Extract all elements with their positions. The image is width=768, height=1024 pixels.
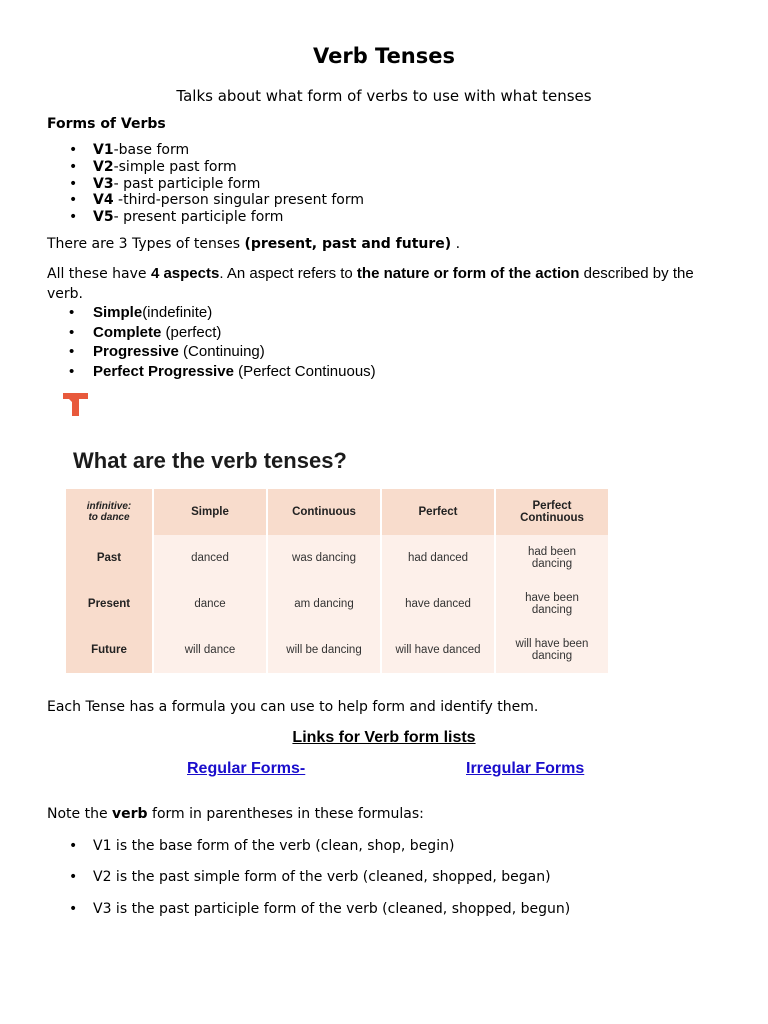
aspects-end: verb. (47, 286, 83, 302)
cell-line: dancing (531, 604, 573, 616)
corner-line: to dance (88, 512, 130, 523)
tense-types-line (47, 236, 460, 252)
forms-heading: Forms of Verbs (47, 116, 166, 132)
row-header: Present (66, 581, 152, 627)
table-row (66, 535, 608, 581)
column-header (268, 489, 380, 535)
list-item (47, 303, 376, 323)
column-header (496, 489, 608, 535)
aspect-name: Complete (93, 323, 162, 341)
form-code: V2 (93, 158, 114, 175)
aspects-definition: the nature or form of the action (356, 265, 580, 282)
formula-notes-list (47, 837, 570, 931)
table-cell: am dancing (268, 581, 380, 627)
verb-forms-list (47, 142, 364, 226)
aspect-name: Perfect Progressive (93, 362, 234, 380)
form-desc: - past participle form (113, 175, 261, 192)
page-title: Verb Tenses (312, 44, 456, 68)
table-cell: had danced (382, 535, 494, 581)
table-cell: will have danced (382, 627, 494, 673)
cell-line: dancing (531, 558, 573, 570)
list-item: • V1 is the base form of the verb (clean, shop, begin) (47, 837, 570, 868)
form-code: V4 (93, 192, 114, 209)
list-item (47, 209, 364, 226)
aspects-count: 4 aspects (150, 265, 220, 282)
aspect-name: Simple (93, 304, 143, 321)
note-line (47, 806, 424, 822)
row-header: Past (66, 535, 152, 581)
list-item: • V2 is the past simple form of the verb (cleaned, shopped, began) (47, 868, 570, 899)
list-item (47, 176, 364, 193)
table-cell: dance (154, 581, 266, 627)
column-header-text: Continuous (292, 506, 356, 518)
aspects-post: described by the (579, 265, 694, 282)
verb-tenses-image (47, 382, 637, 692)
form-desc: - present participle form (113, 209, 284, 226)
aspects-mid: . An aspect refers to (219, 265, 357, 282)
column-header (154, 489, 266, 535)
list-item (47, 159, 364, 176)
row-header: Future (66, 627, 152, 673)
form-desc: -base form (113, 142, 190, 158)
types-pre: There are 3 Types of tenses (47, 236, 245, 252)
column-header-text: Simple (191, 506, 229, 518)
table-row (66, 581, 608, 627)
aspect-note: (Perfect Continuous) (233, 362, 376, 380)
aspects-intro (47, 264, 707, 304)
formula-line: Each Tense has a formula you can use to help form and identify them. (47, 699, 539, 715)
aspect-note: (Continuing) (178, 343, 265, 360)
table-cell: will dance (154, 627, 266, 673)
aspect-note: (perfect) (161, 323, 222, 341)
table-cell: was dancing (268, 535, 380, 581)
column-header-text: Perfect (532, 500, 572, 512)
note-pre: Note the (47, 806, 113, 822)
form-code: V5 (93, 209, 114, 226)
cell-line: dancing (531, 650, 573, 662)
form-desc: -third-person singular present form (113, 192, 365, 209)
table-row (66, 627, 608, 673)
column-header-text: Perfect (418, 506, 458, 518)
note-bold: verb (112, 806, 148, 822)
tenses-table (64, 489, 610, 673)
cell-line: have been (525, 592, 579, 604)
table-cell (496, 581, 608, 627)
image-heading: What are the verb tenses? (73, 448, 347, 473)
types-bold: (present, past and future) (244, 236, 452, 252)
cell-line: had been (528, 546, 576, 558)
form-desc: -simple past form (113, 158, 237, 175)
list-item (47, 323, 376, 343)
table-cell: danced (154, 535, 266, 581)
note-post: form in parentheses in these formulas: (147, 806, 424, 822)
aspects-list (47, 303, 376, 381)
table-cell (496, 627, 608, 673)
table-cell: will be dancing (268, 627, 380, 673)
corner-line: infinitive: (86, 501, 132, 512)
cell-line: will have been (515, 638, 589, 650)
list-item: • V3 is the past participle form of the verb (cleaned, shopped, begun) (47, 900, 570, 931)
table-header-row (66, 489, 608, 535)
aspect-name: Progressive (93, 343, 179, 360)
table-corner (66, 489, 152, 535)
aspects-pre: All these have (47, 266, 151, 282)
types-post: . (451, 236, 461, 252)
list-item (47, 362, 376, 382)
form-code: V3 (93, 175, 114, 192)
page-subtitle: Talks about what form of verbs to use with what tenses (176, 87, 592, 105)
aspect-note: (indefinite) (142, 304, 213, 321)
regular-forms-link[interactable]: Regular Forms- (187, 760, 306, 777)
table-cell (496, 535, 608, 581)
t-logo-icon (62, 390, 89, 417)
links-heading: Links for Verb form lists (292, 729, 476, 746)
form-code: V1 (93, 142, 114, 158)
table-cell: have danced (382, 581, 494, 627)
list-item (47, 192, 364, 209)
list-item (47, 142, 364, 159)
column-header-text: Continuous (520, 512, 584, 524)
column-header (382, 489, 494, 535)
list-item (47, 342, 376, 362)
irregular-forms-link[interactable]: Irregular Forms (466, 760, 585, 777)
